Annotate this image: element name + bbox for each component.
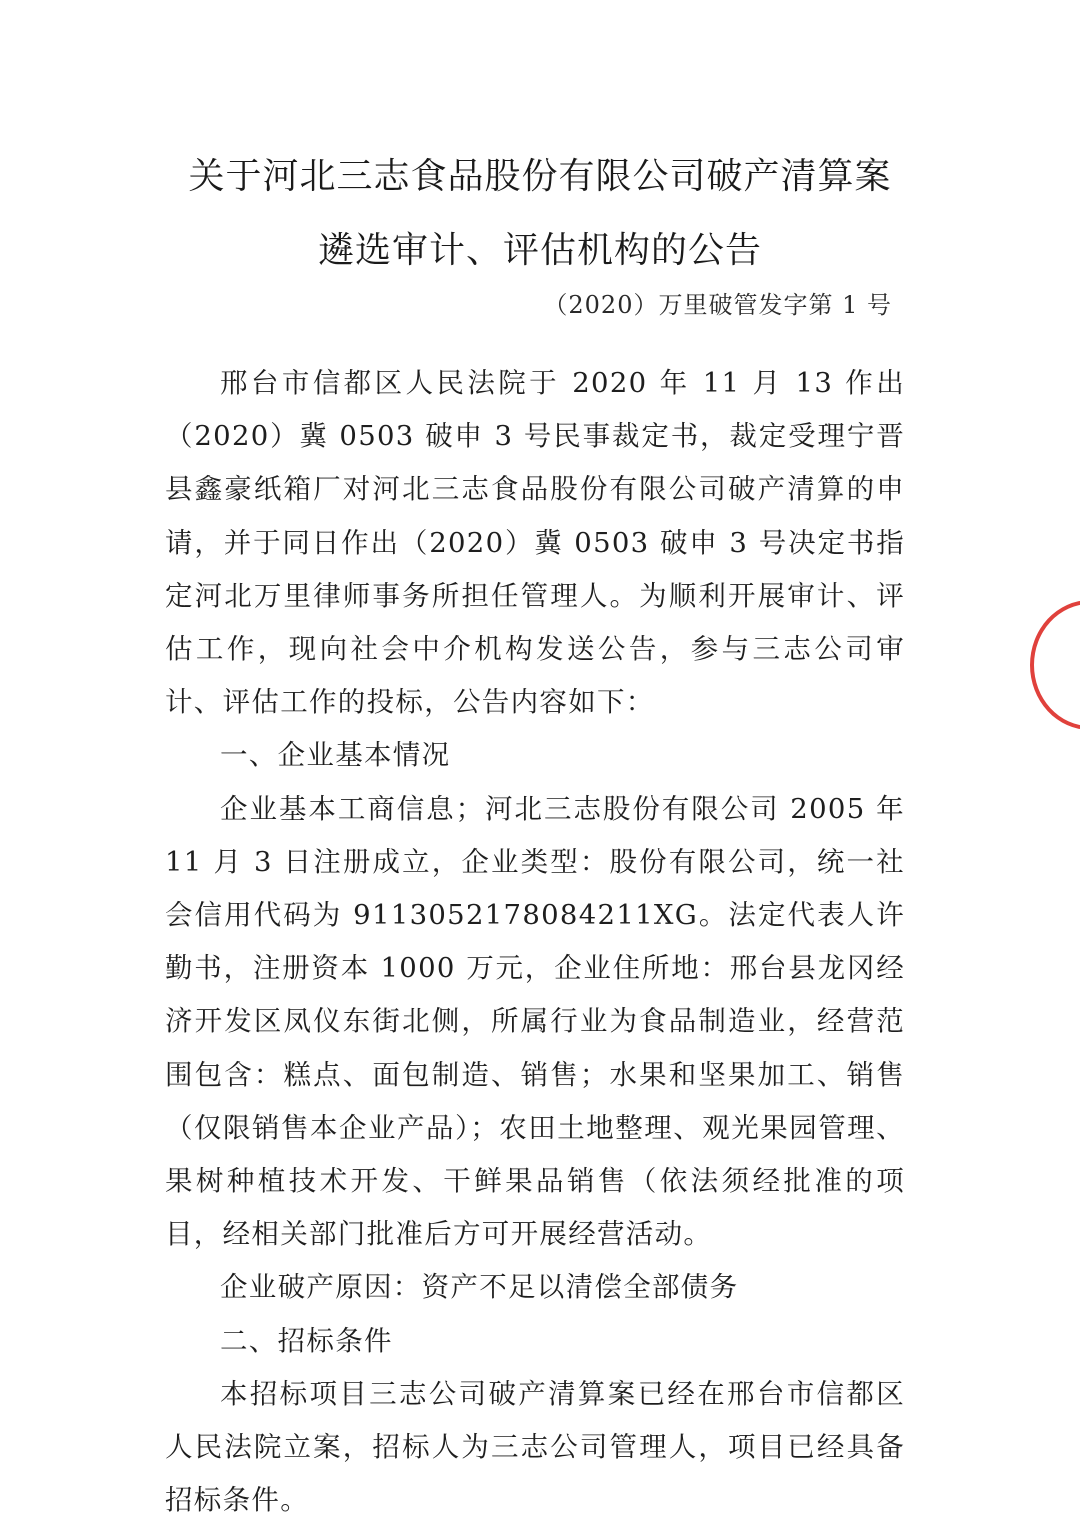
section-heading-basic-info: 一、企业基本情况 (220, 739, 451, 772)
paragraph-tender-conditions: 本招标项目三志公司破产清算案已经在邢台市信都区人民法院立案，招标人为三志公司管理人，项目已经具备招标条件。 (165, 1377, 905, 1517)
document-number: （2020）万里破管发字第 1 号 (543, 291, 892, 319)
official-seal-stamp (1030, 600, 1080, 730)
document-title-line-2: 遴选审计、评估机构的公告 (317, 230, 762, 271)
document-body (165, 357, 905, 1527)
document-title-line-1: 关于河北三志食品股份有限公司破产清算案 (188, 156, 892, 197)
paragraph-intro: 邢台市信都区人民法院于 2020 年 11 月 13 作出（2020）冀 0503 破申 3 号民事裁定书，裁定受理宁晋县鑫豪纸箱厂对河北三志食品股份有限公司破产清算的申请，并于同日作出（2020）冀 0503 破申 3 号决定书指定河北万里律师事务所担任管理人。为顺利开展审计、评估工作，现向社会中介机构发送公告，参与三志公司审计、评估工作的投标，公告内容如下： (165, 367, 905, 719)
paragraph-bankruptcy-reason: 企业破产原因：资产不足以清偿全部债务 (220, 1271, 739, 1304)
paragraph-business-info: 企业基本工商信息；河北三志股份有限公司 2005 年 11 月 3 日注册成立，企业类型：股份有限公司，统一社会信用代码为 9113052178084211XG。法定代表人许勤书，注册资本 1000 万元，企业住所地：邢台县龙冈经济开发区凤仪东街北侧，所属行业为食品制造业，经营范围包含：糕点、面包制造、销售；水果和坚果加工、销售（仅限销售本企业产品）；农田土地整理、观光果园管理、果树种植技术开发、干鲜果品销售（依法须经批准的项目，经相关部门批准后方可开展经营活动。 (165, 792, 905, 1251)
section-heading-tender-conditions: 二、招标条件 (220, 1324, 393, 1357)
